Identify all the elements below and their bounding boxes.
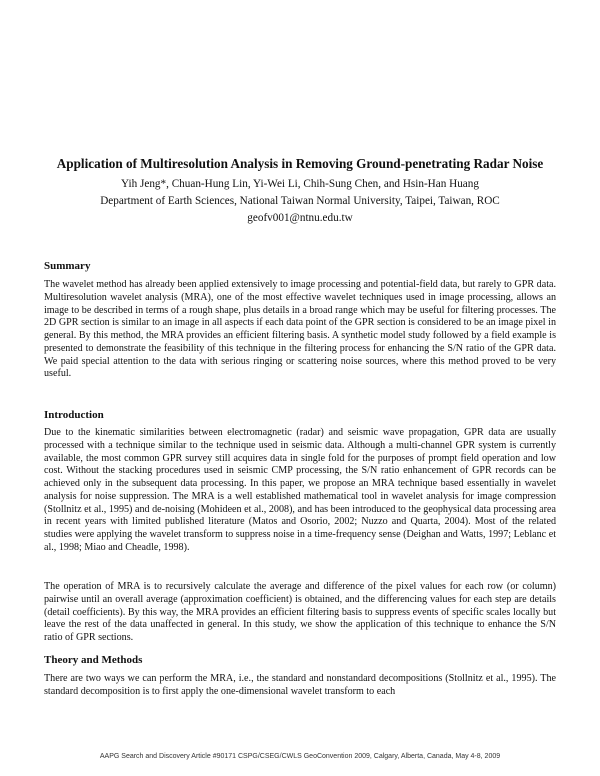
theory-heading: Theory and Methods bbox=[44, 654, 143, 666]
author-list: Yih Jeng*, Chuan-Hung Lin, Yi-Wei Li, Chih-Sung Chen, and Hsin-Han Huang bbox=[121, 178, 479, 190]
affiliation: Department of Earth Sciences, National Taiwan Normal University, Taipei, Taiwan, ROC bbox=[100, 195, 500, 207]
author-email[interactable]: geofv001@ntnu.edu.tw bbox=[247, 212, 353, 224]
introduction-paragraph-2: The operation of MRA is to recursively calculate the average and difference of the pixel values for each row (or column) pairwise until an overall average (approximation coefficient) is obtained, and the differencing values for each step are details (detail coefficients). By this way, the MRA provides an efficient filtering basis to suppress events of specific scales locally but leave the rest of the data unaffected in general. In this study, we show the application of this technique to enhance the S/N ratio of GPR sections. bbox=[44, 581, 556, 643]
summary-heading: Summary bbox=[44, 260, 91, 272]
theory-paragraph: There are two ways we can perform the MRA, i.e., the standard and nonstandard decompositions (Stollnitz et al., 1995). The standard decomposition is to first apply the one-dimensional wavelet transform to each bbox=[44, 673, 556, 697]
paper-title: Application of Multiresolution Analysis in Removing Ground-penetrating Radar Noise bbox=[56, 156, 544, 171]
introduction-paragraph-1: Due to the kinematic similarities between electromagnetic (radar) and seismic wave propagation, GPR data are usually processed with a technique similar to the technique used in seismic data. Although a multi-channel GPR system is currently available, the most common GPR survey still acquires data in single fold for the purposes of prompt field operation and low cost. Without the stacking procedures used in seismic CMP processing, the S/N ratio enhancement of GPR records can be achieved only in the subsequent data processing. In this paper, we propose an MRA technique based essentially in wavelet analysis for noise suppression. The MRA is a well established mathematical tool in wavelet analysis for image compression (Stollnitz et al., 1995) and de-noising (Mohideen et al., 2008), and has been introduced to the geophysical data processing area in recent years with limited published literature (Matos and Osorio, 2002; Nuzzo and Quarta, 2004). Most of the related studies were applying the wavelet transform to suppress noise in a time-frequency sense (Deighan and Watts, 1997; Leblanc et al., 1998; Miao and Cheadle, 1998). bbox=[44, 427, 556, 553]
page-footer: AAPG Search and Discovery Article #90171 CSPG/CSEG/CWLS GeoConvention 2009, Calgary, Alberta, Canada, May 4-8, 2009 bbox=[99, 753, 501, 760]
introduction-heading: Introduction bbox=[44, 409, 104, 421]
summary-paragraph: The wavelet method has already been applied extensively to image processing and potential-field data, but rarely to GPR data. Multiresolution wavelet analysis (MRA), one of the most effective wavelet techniques used in image processing, allows an image to be described in terms of a rough shape, plus details in a broad range which may be useful for filtering processes. The 2D GPR section is similar to an image in all aspects if each data point of the GPR section is considered to be an image pixel in general. By this method, the MRA provides an efficient filtering basis. A synthetic model study followed by a field example is presented to demonstrate the feasibility of this technique in the filtering process for enhancing the S/N ratio of the GPR data. We paid special attention to the data with serious ringing or scattering noise sources, where this method proved to be very useful. bbox=[44, 279, 556, 380]
